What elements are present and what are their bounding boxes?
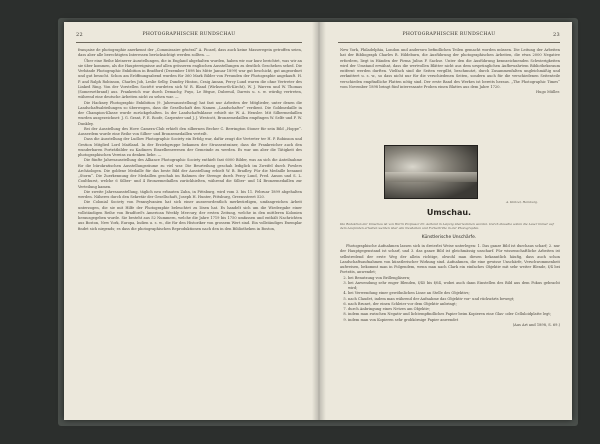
paragraph: Die Colonial Society von Pennsylvanien hat sich einer ausserordentlich merkwürdigen, umfangreichen Arbeit unterzogen, die sie mit Hilfe der Photographie beleuchtet zu lösen hat. Es handelt sich um die Wiedergabe einer vollständigen Reihe von Bradford's American Weekly Mercury, der ersten Zeitung, welche in den mittleren Kolonien herausgegeben wurde. Sie besteht aus 52 Nummern, welche die Jahre 1719 bis 1750 umfassen und enthält Nachrichten aus Boston, New York, Europa, Indien u. s. w., die für den Historiker von grossem Wert sind. Ein vollständiges Exemplar findet sich nirgends; es dass die photographischen Reproduktionen nach den in den Bibliotheken in Boston, — [78, 200, 302, 231]
photo-credit: A. Kintzel, Hamburg. — [505, 200, 538, 204]
paragraph: Die zweite Jahresausstellung, täglich neu erbauten Zahn, in Pittsburg, wird vom 3. bis 11. Februar 1899 abgehalten werden. Näheres durch den Sekretär der Gesellschaft, Joseph H. Hunter, Pittsburg, Greensstreet 520. — [78, 189, 302, 199]
paragraph: française de photographie anerkennt der „Commissaire général“ A. Picard, dass auch keine Masseregein getroffen seien, dass aber alle berechtigten Interessen berücksichtigt werden sollten. — — [78, 48, 302, 58]
section-heading: Umschau. — [426, 208, 472, 217]
source-citation: (Aus Art and 1898, S. 69.) — [512, 322, 560, 327]
left-body-text — [78, 48, 302, 232]
right-body-text — [340, 48, 560, 95]
list-item: 5. nach Claudet, indem man während der Aufnahme das Objektiv vor- und rückwärts bewegt; — [348, 297, 560, 302]
list-item: 6. nach Brunet, der einen Schleier vor dem Objektiv anbringt; — [348, 302, 560, 307]
list-item: 8. indem man zwischen Negativ und lichtempfindliches Papier beim Kopieren eine Glas- oder Celluloidplatte legt; — [348, 312, 560, 317]
running-header — [76, 32, 302, 43]
open-book-spread — [64, 22, 572, 420]
photo-river — [385, 172, 477, 182]
list-item: 9. indem man von Kopieren sehr grobkörnige Papier anwendet — [348, 318, 560, 323]
paragraph: Über eine Reihe kleinerer Ausstellungen, die in England abgehalten wurden, haben wir nur kurz berichtet, was wir an sie über kommen, als die Hauptereignisse auf allen grösseren englischen Ausstellungen zu deutlich Geschehen sehed. Die Verbände Photographic Exhibition in Bradford (Dezember 1898 bis Mitte Januar 1899) war gut beschickt, gut angeordnet und gut besucht. Schon am Eröffnungsabend wurden für 360 Mark Bilder von Freunden der Photographie angekauft. H. P. and Ralph Robinson, Charles Job, Leslie Selby, Dundey Hinton, Craig Annan, Percy Lund waren die ohne Vertreter des Linked Ring. Von der Vorstellen Société wurdeten sich W. R. Bland (Wirksworth-Kircht), W. J. Warren und W. Thomas (Somersetbrand) aus. Frankreich war durch Demachy, Puyo, Le Bègue, Dubreuil, Darwis u. s. w. würdig vertreten, während eine deutsche Arbeiten nicht zu sehen war. — — [78, 58, 302, 100]
paragraph: Dass die Ausstellung der Ludlow Photographic Society ein Erfolg war, dafür zeugt die Vertreter ter H. P. Robinson und Gestion Mitglied Lord Maitland. In der Erziehgruppe bekamen der Strassentrainer, dass die Frankreicher auch den wunderbaren Porträtbilder zu Kadiners Einzelbenewesen der Gemeinde zu werden. Es war um aber die Tätigkeit des photographischen Vereins zu denken liebe. — — [78, 137, 302, 157]
list-item: 4. bei Verwendung einer gewöhnlichen Linse an Stelle des Objektivs; — [348, 291, 560, 296]
right-page — [326, 22, 572, 420]
list-item: 2. bei Benutzung von Brillengläsern; — [348, 276, 560, 281]
river-landscape-photo — [384, 145, 478, 199]
page-number: 23 — [553, 32, 560, 38]
subheading: Künstlerische Unschärfe. — [421, 235, 477, 240]
left-page — [64, 22, 314, 420]
page-number: 22 — [76, 32, 83, 38]
list-item: 3. bei Anwendung sehr enger Blenden, f/45 bis f/64, wobei auch dann Einstellen des Bild aus dem Fokus gebracht wird; — [348, 281, 560, 292]
paragraph: Bei der Ausstellung des Hove Camera-Club erhielt den silbernen Becher C. Berrington Stoner für sein Bild „Hoppe“. Ausserdem wurde eine Reihe von Silber- und Bronzemedaillen verteilt. — [78, 126, 302, 136]
paragraph: New York, Philadelphia, London und anderswo befindlichen Teilen gemacht worden müssen. Die Leitung der Arbeiten hat der Bibliograph Charles R. Hildeburn, die Ausführung der photographischen Arbeiten, die etwa 2000 Negative erfordern, liegt in Händen der Firma Julius F. Sachse. Unter den die Ausführung kennzeichnenden Schwierigkeiten wird der Umstand erwähnt, dass die wertvollen Blätter nicht aus dem ursprünglichen Aufbewahrtem Bibliotheksraum entfernt werden durften. Vielfach sind die Seiten vergilbt, beschmutzt, durch Zusammenfalten ungleichmäßig und zerknittert u. s. w., so dass nicht nur für die verschiedenen Seiten, sondern auch für die verschiedenen Seitenteile verschieden empfindliche Platten nötig sind. Der erste Band des Werkes ist bereits heraus. „The Photographic Times“ vom November 1898 bringt fünf interessante Proben einen Blattes aus dem Jahre 1720. — [340, 48, 560, 89]
running-header — [338, 32, 560, 43]
paragraph: Die Hackney Photographic Exhibition (9. Jahresausstellung) hat fast nur Arbeiten der Mitglieder, unter denen die Landschaftsabteilungen so überwogen, dass die Gesellschaft den Namen „Landschafter“ verdient. Die Goldmedaille in der Champion-Klasse wurde zurückgehalten. In der Landschaftsklasse erhielt sie W. A. Hensler. Mit Silbermedaillen wurden ausgezeichnet: J. G. Grant, F. E. Roofe, Carpenter und J. J. Westcott, Bronzemedaillen empfingen W. Selfe und F. W. Dunkley. — [78, 100, 302, 126]
paragraph: Die fünfte Jahresausstellung des Alliance Photographic Society enthielt fast 6000 Bilder, was an sich die Anteilnahme für die bürokratischen Ausstellungsräume zu viel war. Die Beurteilung geschah lediglich im Zweifel durch Fowlers Archäologen. Die goldene Medaille für das beste Bild der Ausstellung erhielt W. B. Bradley. Für die Medaille benannt „Storm“. Die Zuerkennung der Medaillen geschah im Rahmen der Strenge durch Percy Lund, Fred. Anson und S. L. Coulthurst, welche 6 Silber- und 4 Bronzemedaillen zurückhielten, während die Silber- und 14 Bronzemedaillen zur Verteilung kamen. — [78, 158, 302, 189]
book-gutter — [312, 22, 326, 420]
running-head-title: PHOTOGRAPHISCHE RUNDSCHAU — [402, 32, 496, 37]
running-head-title: PHOTOGRAPHISCHE RUNDSCHAU — [142, 32, 236, 37]
author-signature: Hugo Müller. — [536, 90, 560, 94]
technique-list — [340, 276, 560, 323]
section-caption: Die Redaktion der Umschau ist von Herrn Professor Dr. Aarland in Leipzig übernommen worden. Durch dieselbe sollen die Leser immer auf dem Laufenden erhalten werden über alle Neuheiten und Fortschritte in der Photographie. — [340, 222, 554, 231]
paragraph: Photographische Aufnahmen lassen sich in dreierlei Weise unterlegen: 1. Das ganze Bild ist durchaus scharf; 2. nur der Hauptgegenstand ist scharf, und 3. das ganze Bild ist gleichmässig unscharf. Für wissenschaftliche Arbeiten ist selbstredend der erste Weg der allein richtige, obwohl man diesen bekanntlich häufig, dass auch schon Landschaftsaufnahmen von künstlerischer Wirkung sind. Aufnahmen, die eine gewisse Unschärfe, Verschwommenheit aufweisen, bekommt man in Folgendem, wenn man nach Clark ein einfaches Objektiv mit sehr weiter Blende, f/4 bei Porträts, anwendet; — [340, 244, 560, 275]
right-lower-text — [340, 244, 560, 328]
list-item: 7. durch Anbringung eines Netzes am Objektiv; — [348, 307, 560, 312]
